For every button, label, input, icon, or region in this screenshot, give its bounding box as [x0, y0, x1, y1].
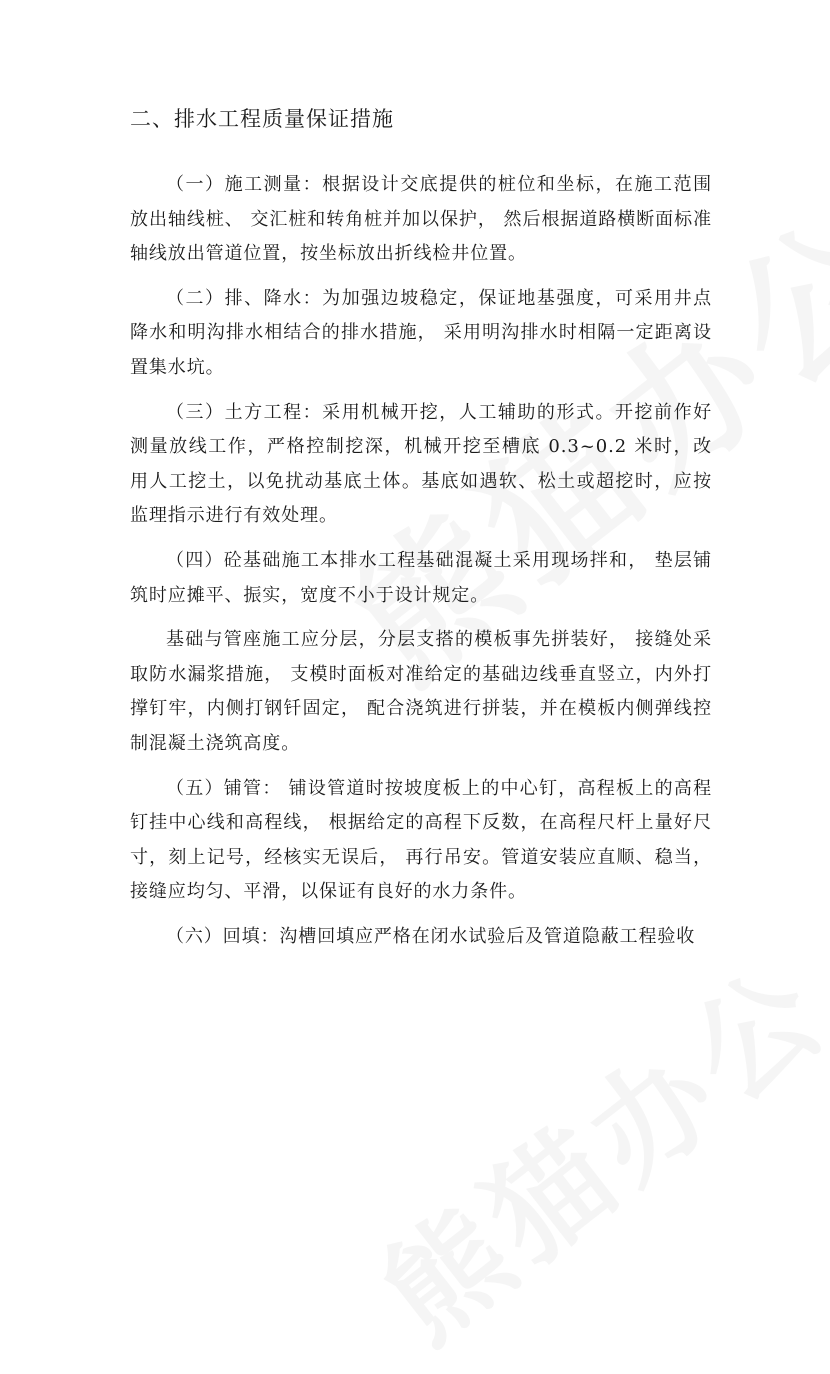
- body-text: [130, 168, 712, 954]
- section-heading: 二、排水工程质量保证措施: [130, 107, 394, 131]
- paragraph-foundation: （四）砼基础施工本排水工程基础混凝土采用现场拌和， 垫层铺筑时应摊平、振实，宽度不小于设计规定。: [130, 549, 712, 606]
- watermark-bottom: [342, 918, 830, 1374]
- paragraph-survey: （一）施工测量：根据设计交底提供的桩位和坐标，在施工范围放出轴线桩、 交汇桩和转角桩并加以保护， 然后根据道路横断面标准轴线放出管道位置，按坐标放出折线检井位置。: [130, 174, 712, 265]
- paragraph-pipe-laying: （五）铺管： 铺设管道时按坡度板上的中心钉，高程板上的高程钉挂中心线和高程线， 根据给定的高程下反数，在高程尺杆上量好尺寸，刻上记号，经核实无误后， 再行吊安。管道安装应直顺、稳当，接缝应均匀、平滑，以保证有良好的水力条件。: [130, 777, 712, 903]
- paragraph-backfill: （六）回填：沟槽回填应严格在闭水试验后及管道隐蔽工程验收: [166, 925, 696, 947]
- paragraph-earthwork: （三）土方工程：采用机械开挖，人工辅助的形式。开挖前作好测量放线工作，严格控制挖深，机械开挖至槽底 0.3~0.2 米时，改用人工挖土，以免扰动基底土体。基底如遇软、松土或超挖时，应按监理指示进行有效处理。: [130, 401, 712, 527]
- paragraph-dewatering: （二）排、降水：为加强边坡稳定，保证地基强度，可采用井点降水和明沟排水相结合的排水措施， 采用明沟排水时相隔一定距离设置集水坑。: [130, 287, 712, 378]
- paragraph-formwork: 基础与管座施工应分层，分层支搭的模板事先拼装好， 接缝处采取防水漏浆措施， 支模时面板对准给定的基础边线垂直竖立，内外打撑钉牢，内侧打钢钎固定， 配合浇筑进行拼装，并在模板内侧弹线控制混凝土浇筑高度。: [130, 629, 712, 754]
